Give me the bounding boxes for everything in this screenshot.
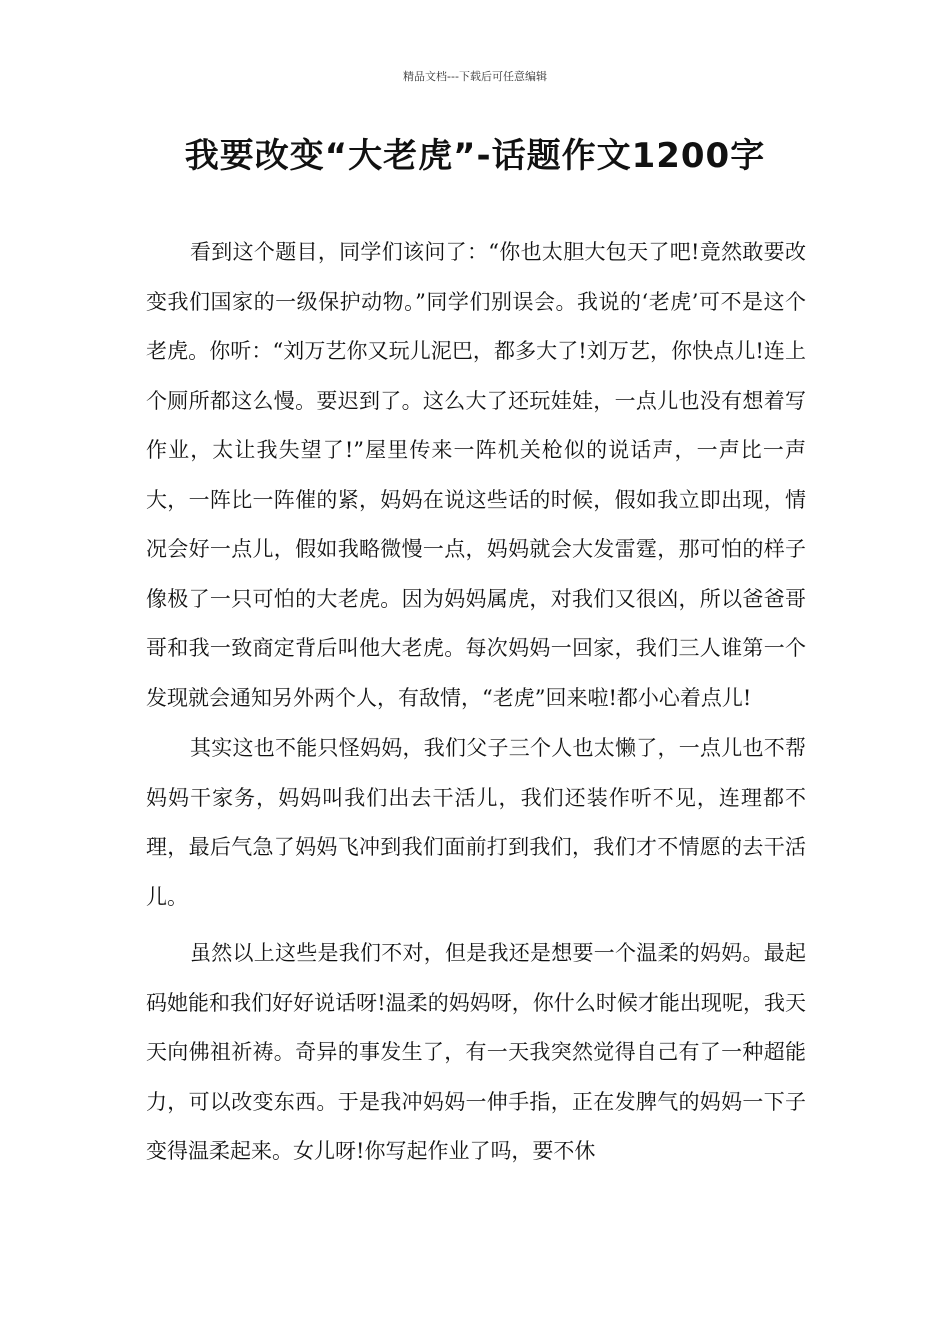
document-title: 我要改变“大老虎”-话题作文1200字 bbox=[184, 136, 766, 176]
paragraph-3: 虽然以上这些是我们不对，但是我还是想要一个温柔的妈妈。最起码她能和我们好好说话呀!温柔的妈妈呀，你什么时候才能出现呢，我天天向佛祖祈祷。奇异的事发生了，有一天我突然觉得自己有了一种超能力，可以改变东西。于是我冲妈妈一伸手指，正在发脾气的妈妈一下子变得温柔起来。女儿呀!你写起作业了吗，要不休 bbox=[146, 941, 806, 1163]
paragraph-1: 看到这个题目，同学们该问了：“你也太胆大包天了吧!竟然敢要改变我们国家的一级保护动物。”同学们别误会。我说的‘老虎’可不是这个老虎。你听：“刘万艺你又玩儿泥巴，都多大了!刘万艺，你快点儿!连上个厕所都这么慢。要迟到了。这么大了还玩娃娃，一点儿也没有想着写作业，太让我失望了!”屋里传来一阵机关枪似的说话声，一声比一声大，一阵比一阵催的紧，妈妈在说这些话的时候，假如我立即出现，情况会好一点儿，假如我略微慢一点，妈妈就会大发雷霆，那可怕的样子像极了一只可怕的大老虎。因为妈妈属虎，对我们又很凶，所以爸爸哥哥和我一致商定背后叫他大老虎。每次妈妈一回家，我们三人谁第一个发现就会通知另外两个人，有敌情，“老虎”回来啦!都小心着点儿! bbox=[146, 240, 806, 710]
page-header: 精品文档---下载后可任意编辑 bbox=[403, 70, 547, 83]
paragraph-2: 其实这也不能只怪妈妈，我们父子三个人也太懒了，一点儿也不帮妈妈干家务，妈妈叫我们出去干活儿，我们还装作听不见，连理都不理，最后气急了妈妈飞冲到我们面前打到我们，我们才不情愿的去干活儿。 bbox=[146, 736, 806, 909]
document-body bbox=[146, 228, 806, 1178]
